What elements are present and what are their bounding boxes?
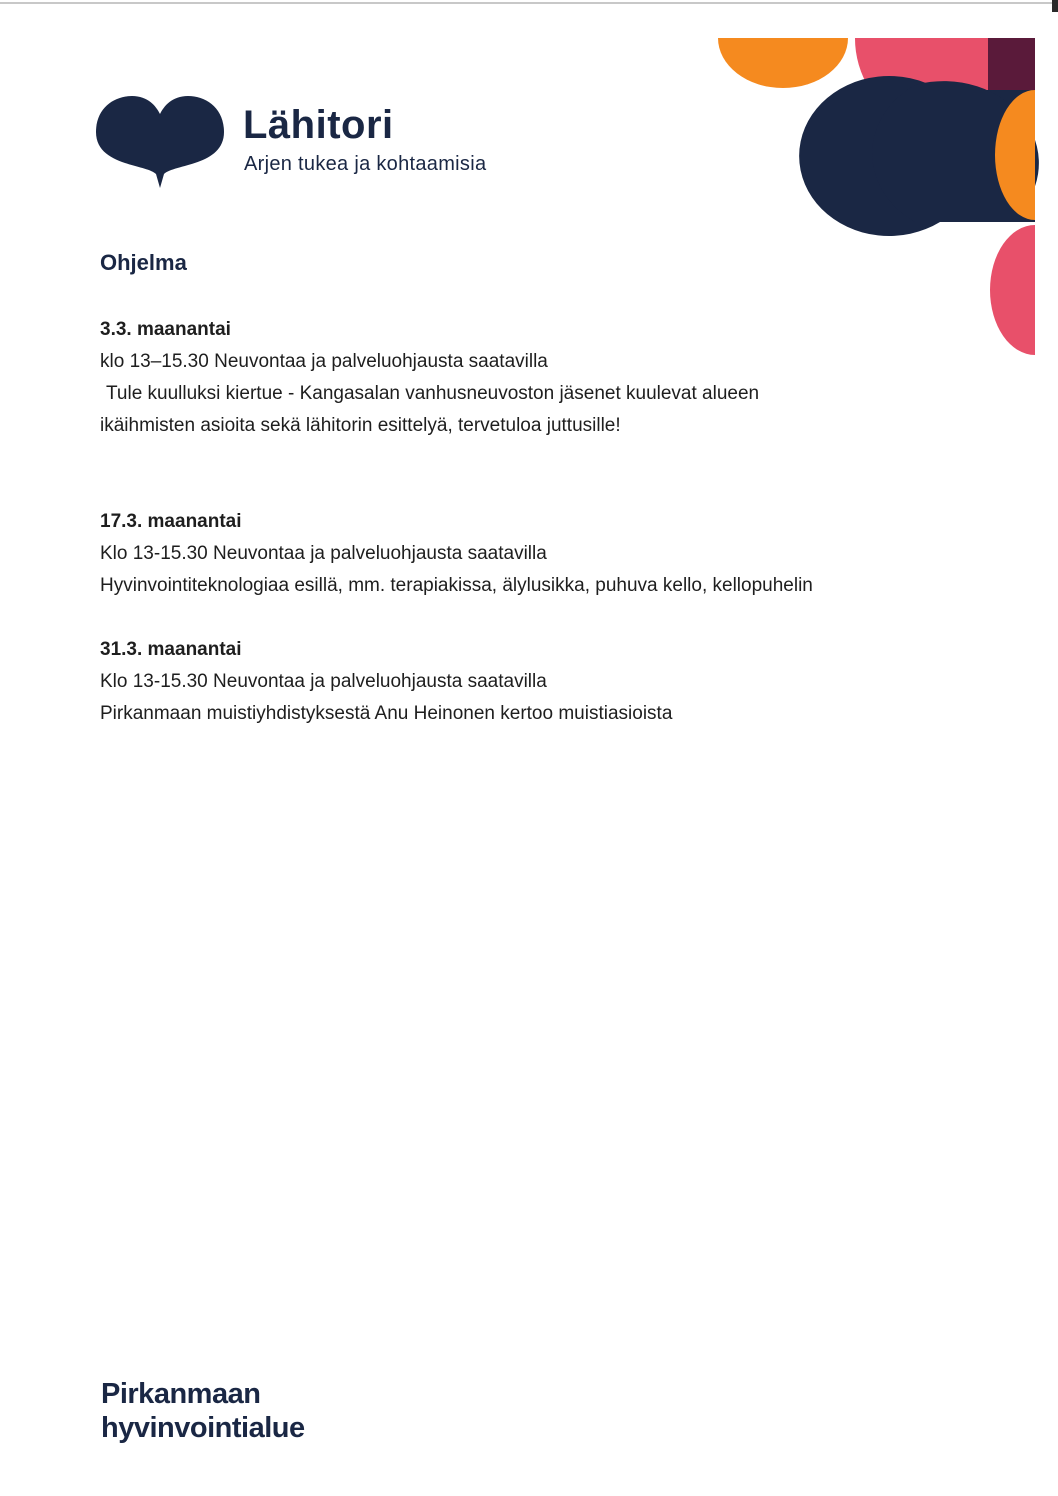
footer-org-line2: hyvinvointialue bbox=[101, 1412, 305, 1444]
event-description: Hyvinvointiteknologiaa esillä, mm. terapiakissa, älylusikka, puhuva kello, kellopuhelin bbox=[100, 575, 813, 596]
lahitori-logo bbox=[96, 92, 526, 192]
event-time-line: Klo 13-15.30 Neuvontaa ja palveluohjausta saatavilla bbox=[100, 671, 547, 692]
footer-org-line1: Pirkanmaan bbox=[101, 1378, 261, 1410]
event-time-line: Klo 13-15.30 Neuvontaa ja palveluohjausta saatavilla bbox=[100, 543, 547, 564]
scan-mark bbox=[1052, 0, 1058, 12]
event-item bbox=[100, 314, 960, 442]
event-description: Tule kuulluksi kiertue - Kangasalan vanhusneuvoston jäsenet kuulevat alueen bbox=[106, 383, 760, 404]
event-time-line: klo 13–15.30 Neuvontaa ja palveluohjausta saatavilla bbox=[100, 351, 548, 372]
heart-icon bbox=[96, 96, 224, 188]
pink-shape-bottom bbox=[990, 225, 1035, 355]
event-description: ikäihmisten asioita sekä lähitorin esittelyä, tervetuloa juttusille! bbox=[100, 415, 621, 436]
event-date: 31.3. maanantai bbox=[100, 639, 242, 660]
event-description: Pirkanmaan muistiyhdistyksestä Anu Heinonen kertoo muistiasioista bbox=[100, 703, 673, 724]
event-item bbox=[100, 634, 960, 730]
program-heading: Ohjelma bbox=[100, 250, 187, 275]
event-date: 3.3. maanantai bbox=[100, 319, 231, 340]
page-top-rule bbox=[0, 2, 1058, 4]
event-item bbox=[100, 506, 960, 602]
pirkanmaan-hyvinvointialue-logo bbox=[101, 1377, 305, 1445]
brand-subtitle: Arjen tukea ja kohtaamisia bbox=[244, 153, 487, 175]
brand-title: Lähitori bbox=[243, 103, 394, 147]
orange-half-circle bbox=[718, 38, 848, 88]
event-date: 17.3. maanantai bbox=[100, 511, 242, 532]
